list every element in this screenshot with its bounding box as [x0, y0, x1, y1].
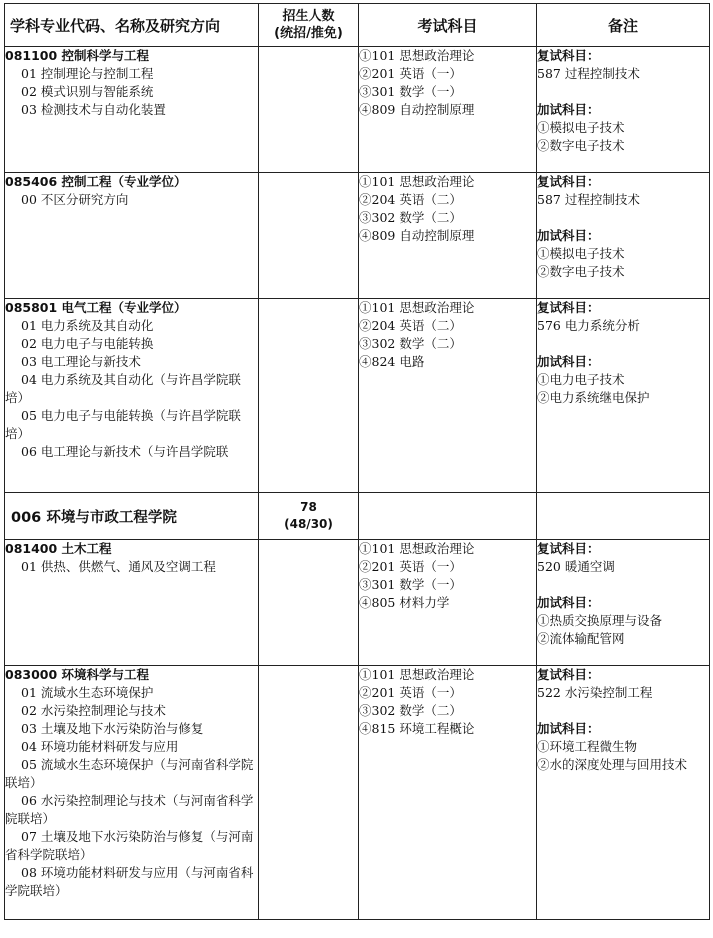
exam-item: ①101 思想政治理论 [359, 541, 475, 556]
retest-label: 复试科目： [537, 48, 600, 63]
exam-item: ④809 自动控制原理 [359, 102, 475, 117]
quota-split: (48/30) [284, 517, 333, 531]
retest-label: 复试科目： [537, 174, 600, 189]
retest-subject: 587 过程控制技术 [537, 192, 640, 207]
admissions-table [4, 3, 710, 920]
extra-subject: ①模拟电子技术 [537, 246, 625, 261]
exam-item: ①101 思想政治理论 [359, 48, 475, 63]
exam-item: ②204 英语（二） [359, 318, 462, 333]
school-exam-cell [359, 493, 537, 540]
school-notes-cell [537, 493, 710, 540]
extra-subject: ①环境工程微生物 [537, 739, 638, 754]
direction-item: 01 控制理论与控制工程 [21, 66, 154, 81]
table-row [5, 666, 710, 920]
quota-cell [259, 666, 359, 920]
program-title: 083000 环境科学与工程 [5, 667, 150, 682]
extra-subject: ②水的深度处理与回用技术 [537, 757, 688, 772]
school-quota [259, 499, 358, 533]
extra-subject: ②电力系统继电保护 [537, 390, 650, 405]
table-row [5, 47, 710, 173]
extra-label: 加试科目： [537, 354, 600, 369]
program-title: 081400 土木工程 [5, 541, 112, 556]
extra-subject: ①热质交换原理与设备 [537, 613, 663, 628]
direction-item: 02 水污染控制理论与技术 [21, 703, 166, 718]
table-row [5, 299, 710, 493]
major-cell [5, 173, 259, 299]
retest-subject: 587 过程控制技术 [537, 66, 640, 81]
retest-label: 复试科目： [537, 667, 600, 682]
direction-item: 02 电力电子与电能转换 [21, 336, 154, 351]
direction-item: 03 电工理论与新技术 [21, 354, 141, 369]
direction-item: 01 流域水生态环境保护 [21, 685, 154, 700]
retest-subject: 522 水污染控制工程 [537, 685, 653, 700]
exam-cell [359, 299, 537, 493]
extra-label: 加试科目： [537, 228, 600, 243]
school-name-cell [5, 493, 259, 540]
exam-item: ②201 英语（一） [359, 66, 462, 81]
notes-cell [537, 173, 710, 299]
direction-item: 02 模式识别与智能系统 [21, 84, 154, 99]
program-title: 081100 控制科学与工程 [5, 48, 150, 63]
notes-cell [537, 666, 710, 920]
header-quota [259, 4, 359, 47]
header-quota-line1: 招生人数 [282, 9, 335, 24]
exam-item: ①101 思想政治理论 [359, 667, 475, 682]
extra-subject: ②数字电子技术 [537, 264, 625, 279]
table-row [5, 540, 710, 666]
exam-item: ①101 思想政治理论 [359, 174, 475, 189]
exam-item: ②204 英语（二） [359, 192, 462, 207]
school-name: 006 环境与市政工程学院 [11, 509, 177, 526]
header-exam: 考试科目 [359, 4, 537, 47]
header-quota-line2: (统招/推免) [274, 26, 343, 41]
exam-cell [359, 666, 537, 920]
exam-cell [359, 47, 537, 173]
major-cell [5, 666, 259, 920]
quota-cell [259, 299, 359, 493]
exam-item: ③302 数学（二） [359, 336, 462, 351]
retest-subject: 520 暖通空调 [537, 559, 615, 574]
notes-cell [537, 299, 710, 493]
extra-subject: ②数字电子技术 [537, 138, 625, 153]
retest-subject: 576 电力系统分析 [537, 318, 640, 333]
header-notes: 备注 [537, 4, 710, 47]
notes-cell [537, 47, 710, 173]
extra-label: 加试科目： [537, 721, 600, 736]
direction-item: 04 电力系统及其自动化（与许昌学院联培） [5, 372, 241, 405]
quota-cell [259, 173, 359, 299]
direction-item: 01 供热、供燃气、通风及空调工程 [21, 559, 216, 574]
quota-total: 78 [300, 500, 317, 514]
school-quota-cell [259, 493, 359, 540]
header-row [5, 4, 710, 47]
direction-item: 01 电力系统及其自动化 [21, 318, 154, 333]
direction-item: 05 流域水生态环境保护（与河南省科学院联培） [5, 757, 254, 790]
extra-label: 加试科目： [537, 595, 600, 610]
retest-label: 复试科目： [537, 300, 600, 315]
direction-item: 06 电工理论与新技术（与许昌学院联 [21, 444, 229, 459]
direction-item: 04 环境功能材料研发与应用 [21, 739, 179, 754]
quota-cell [259, 540, 359, 666]
exam-item: ①101 思想政治理论 [359, 300, 475, 315]
exam-item: ④809 自动控制原理 [359, 228, 475, 243]
exam-item: ③301 数学（一） [359, 577, 462, 592]
major-cell [5, 47, 259, 173]
exam-item: ④824 电路 [359, 354, 425, 369]
exam-item: ④805 材料力学 [359, 595, 450, 610]
program-title: 085406 控制工程（专业学位） [5, 174, 187, 189]
exam-cell [359, 173, 537, 299]
notes-cell [537, 540, 710, 666]
exam-item: ③301 数学（一） [359, 84, 462, 99]
direction-item: 05 电力电子与电能转换（与许昌学院联培） [5, 408, 241, 441]
exam-item: ②201 英语（一） [359, 559, 462, 574]
quota-cell [259, 47, 359, 173]
exam-item: ②201 英语（一） [359, 685, 462, 700]
direction-item: 06 水污染控制理论与技术（与河南省科学院联培） [5, 793, 254, 826]
direction-item: 03 检测技术与自动化装置 [21, 102, 166, 117]
direction-item: 07 土壤及地下水污染防治与修复（与河南省科学院联培） [5, 829, 254, 862]
exam-item: ④815 环境工程概论 [359, 721, 475, 736]
exam-cell [359, 540, 537, 666]
header-major: 学科专业代码、名称及研究方向 [5, 4, 259, 47]
direction-item: 08 环境功能材料研发与应用（与河南省科学院联培） [5, 865, 254, 898]
major-cell [5, 299, 259, 493]
table-row [5, 173, 710, 299]
exam-item: ③302 数学（二） [359, 210, 462, 225]
major-cell [5, 540, 259, 666]
direction-item: 03 土壤及地下水污染防治与修复 [21, 721, 204, 736]
program-title: 085801 电气工程（专业学位） [5, 300, 187, 315]
school-row [5, 493, 710, 540]
extra-subject: ①模拟电子技术 [537, 120, 625, 135]
extra-subject: ①电力电子技术 [537, 372, 625, 387]
extra-label: 加试科目： [537, 102, 600, 117]
direction-item: 00 不区分研究方向 [21, 192, 129, 207]
retest-label: 复试科目： [537, 541, 600, 556]
extra-subject: ②流体输配管网 [537, 631, 625, 646]
exam-item: ③302 数学（二） [359, 703, 462, 718]
